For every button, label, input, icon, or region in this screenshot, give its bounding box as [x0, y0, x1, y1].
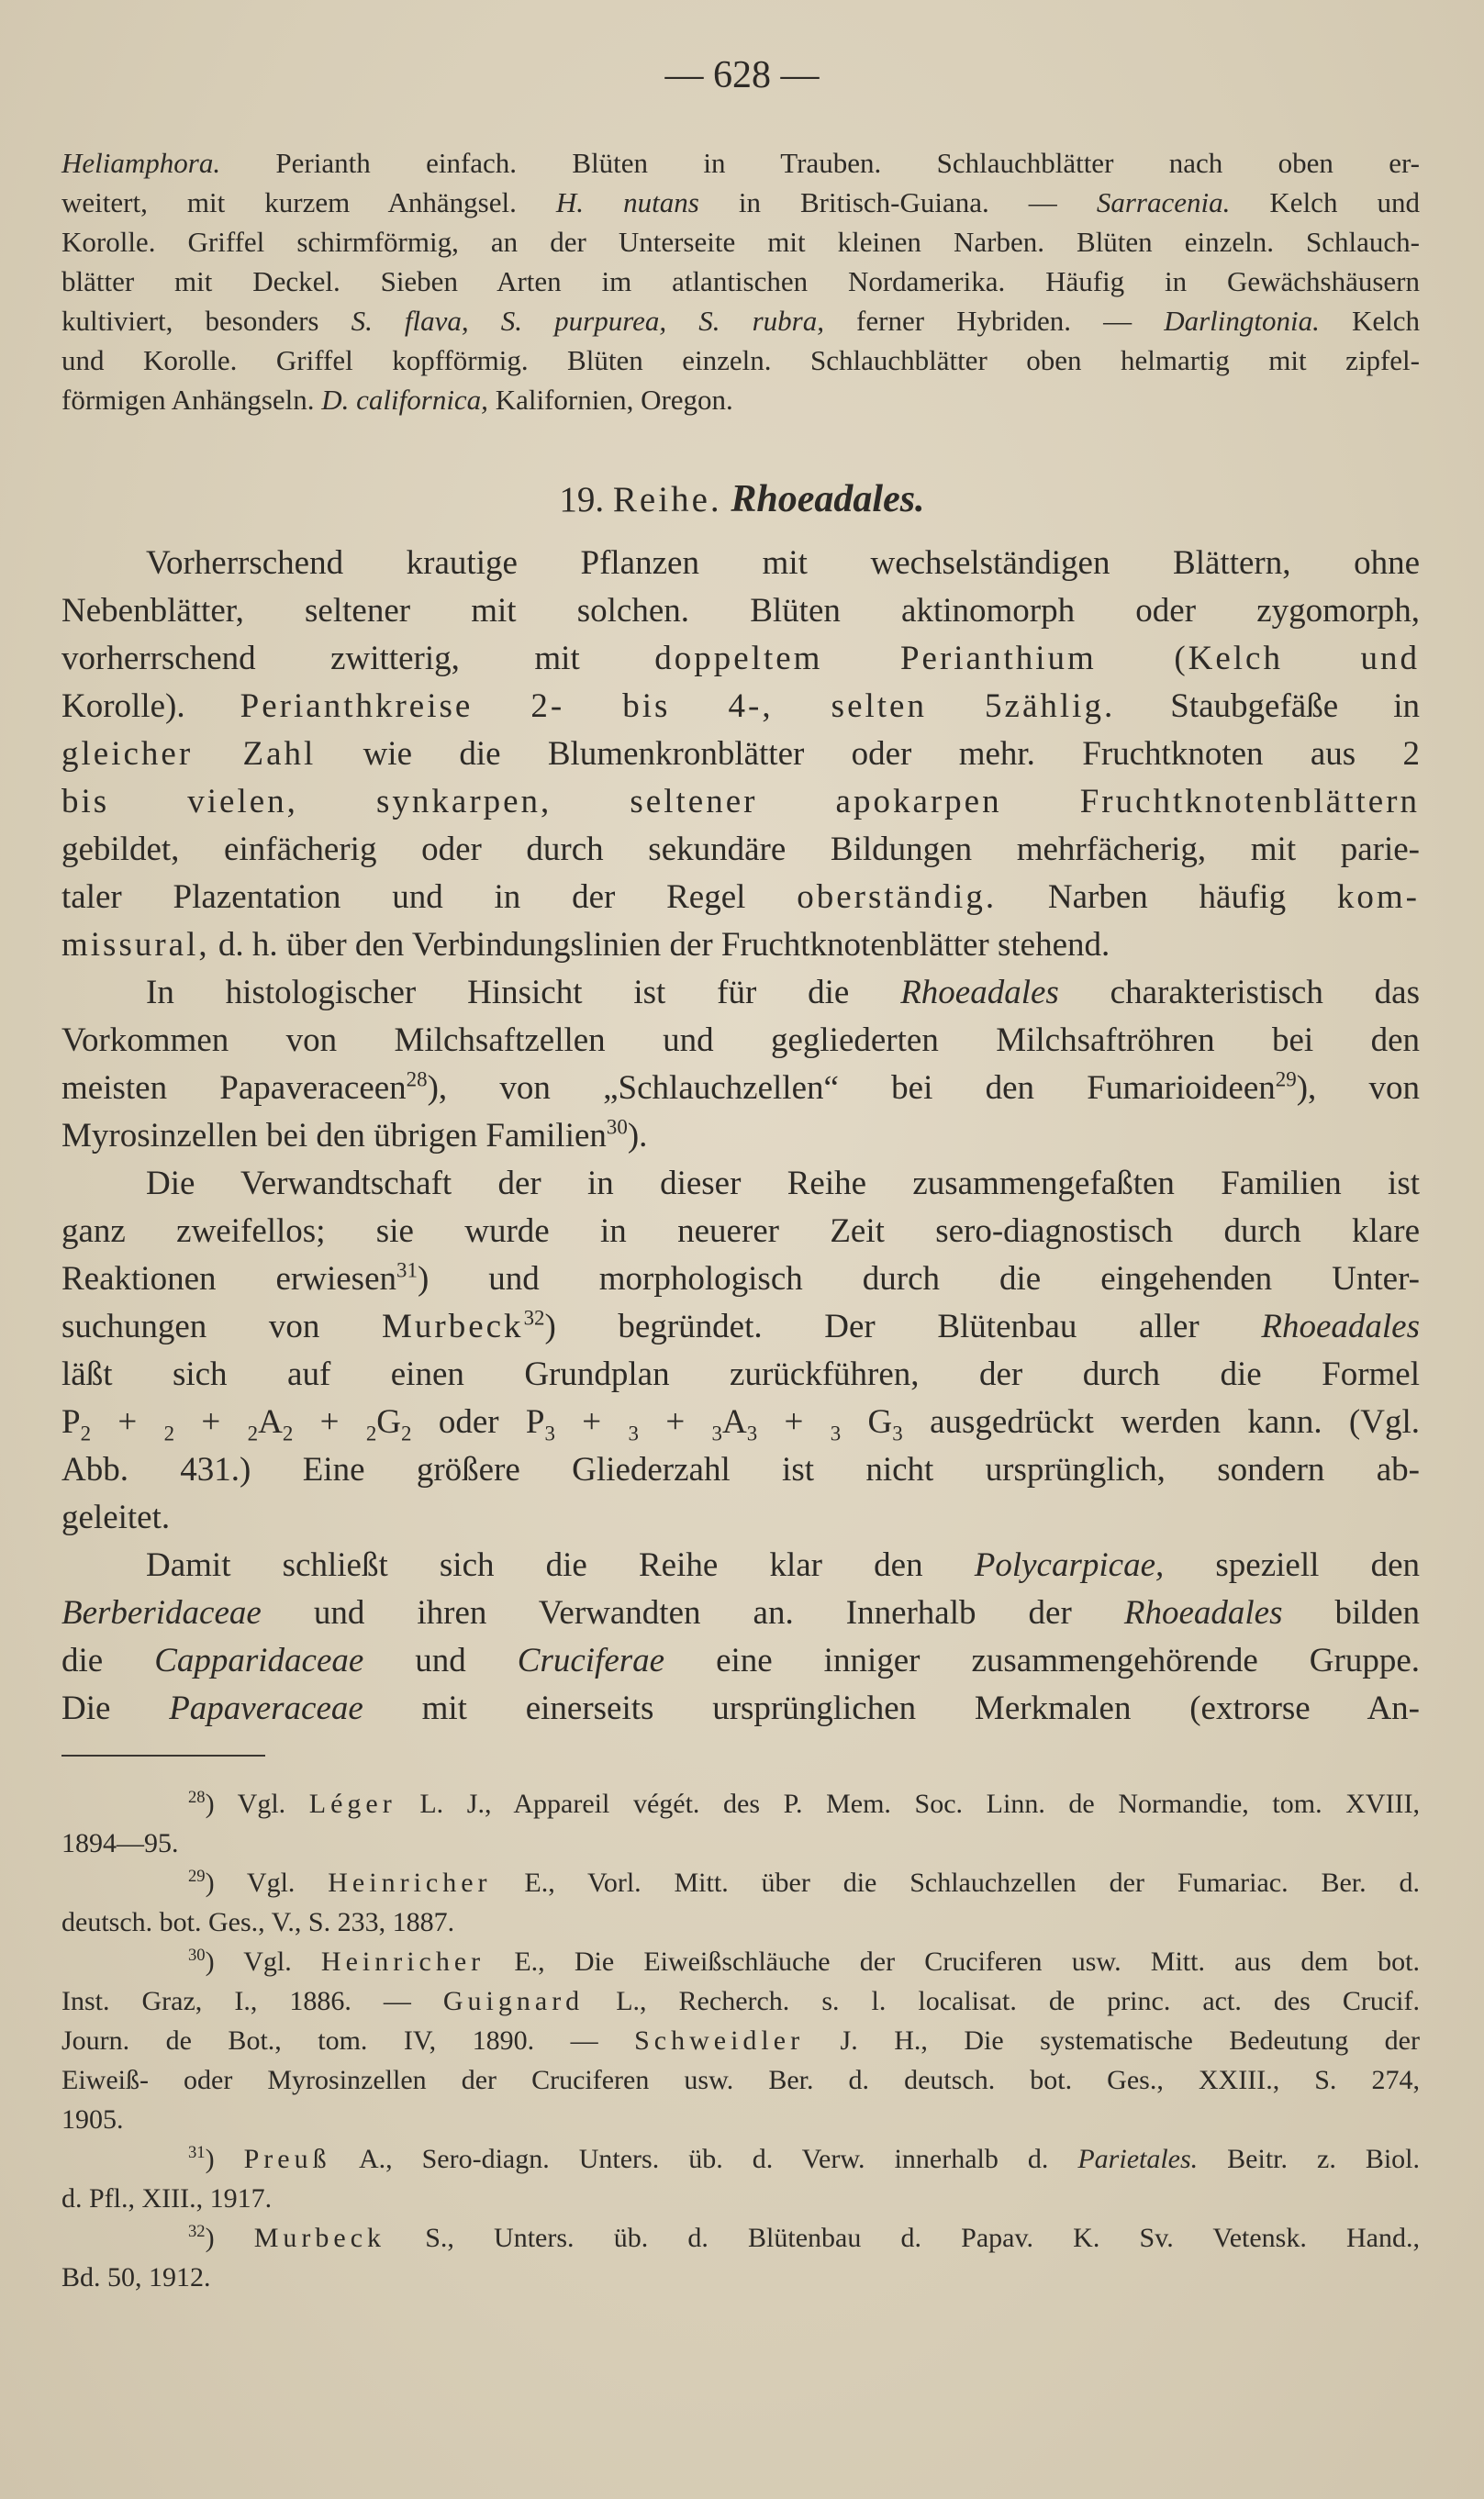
text-line: und Korolle. Griffel kopfförmig. Blüten einzeln. Schlauchblätter oben helmartig mit zipfel-: [61, 344, 1420, 376]
text-line: d. Pfl., XIII., 1917.: [61, 2183, 273, 2214]
text-line: läßt sich auf einen Grundplan zurückführen, der durch die Formel: [61, 1355, 1420, 1393]
footnote-31: [61, 2139, 1420, 2218]
footnote-ref[interactable]: 29: [1275, 1067, 1297, 1091]
text-line: meisten Papaveraceen$^{28}$), von „Schlauchzellen“ bei den Fumarioideen$^{29}$), von: [61, 1067, 1420, 1107]
text-line: $^{29}$) Vgl. Heinricher E., Vorl. Mitt. über die Schlauchzellen der Fumariac. Ber. d.: [188, 1867, 1420, 1898]
text-line: 1894—95.: [61, 1828, 179, 1858]
text-line: deutsch. bot. Ges., V., S. 233, 1887.: [61, 1907, 455, 1937]
text-line: Heliamphora. Perianth einfach. Blüten in Trauben. Schlauchblätter nach oben er-: [61, 147, 1420, 179]
text-line: Berberidaceae und ihren Verwandten an. Innerhalb der Rhoeadales bilden: [61, 1594, 1420, 1632]
formula-line: $P_2 + _2 + _2A_2 + _2G_2$ oder $P_3 + _3 + _3A_3 + _3$ $G_3$ ausgedrückt werden kann. (Vgl.: [61, 1403, 1420, 1445]
heading-title: Rhoeadales.: [731, 478, 925, 520]
text-line: Die Verwandtschaft der in dieser Reihe zusammengefaßten Familien ist: [146, 1165, 1420, 1202]
main-body: [61, 540, 1420, 1733]
text-line: weitert, mit kurzem Anhängsel. H. nutans in Britisch-Guiana. — Sarracenia. Kelch und: [61, 186, 1420, 218]
text-line: ganz zweifellos; sie wurde in neuerer Zeit sero-diagnostisch durch klare: [61, 1212, 1420, 1250]
text-line: 1905.: [61, 2104, 124, 2135]
text-line: Abb. 431.) Eine größere Gliederzahl ist nicht ursprünglich, sondern ab-: [61, 1451, 1420, 1489]
text-line: missural, d. h. über den Verbindungslinien der Fruchtknotenblätter stehend.: [61, 926, 1110, 964]
footnote-ref[interactable]: 30: [606, 1115, 628, 1139]
page-number: — 628 —: [664, 54, 820, 96]
text-line: $^{30}$) Vgl. Heinricher E., Die Eiweißschläuche der Cruciferen usw. Mitt. aus dem bot.: [188, 1946, 1420, 1977]
text-line: geleitet.: [61, 1499, 171, 1536]
text-line: Korolle). Perianthkreise 2- bis 4-, selten 5zählig. Staubgefäße in: [61, 687, 1420, 725]
text-line: vorherrschend zwitterig, mit doppeltem Perianthium (Kelch und: [61, 640, 1420, 677]
text-line: gebildet, einfächerig oder durch sekundäre Bildungen mehrfächerig, mit parie-: [61, 831, 1420, 868]
text-line: $^{32}$) Murbeck S., Unters. üb. d. Blütenbau d. Papav. K. Sv. Vetensk. Hand.,: [188, 2222, 1420, 2253]
paragraph-2: [61, 969, 1420, 1160]
text-line: taler Plazentation und in der Regel oberständig. Narben häufig kom-: [61, 878, 1420, 916]
text-line: förmigen Anhängseln. D. californica, Kalifornien, Oregon.: [61, 384, 733, 416]
text-line: Reaktionen erwiesen$^{31}$) und morphologisch durch die eingehenden Unter-: [61, 1258, 1420, 1298]
text-line: Vorherrschend krautige Pflanzen mit wechselständigen Blättern, ohne: [146, 544, 1420, 582]
text-line: Myrosinzellen bei den übrigen Familien$^{30}$).: [61, 1115, 648, 1155]
text-line: suchungen von Murbeck$^{32}$) begründet. Der Blütenbau aller Rhoeadales: [61, 1306, 1420, 1345]
footnote-29: [61, 1863, 1420, 1942]
footnote-32: [61, 2218, 1420, 2297]
footnote-ref[interactable]: 31: [396, 1258, 418, 1282]
text-line: Damit schließt sich die Reihe klar den Polycarpicae, speziell den: [146, 1546, 1420, 1584]
text-line: Bd. 50, 1912.: [61, 2262, 211, 2293]
footnote-28: [61, 1784, 1420, 1863]
top-paragraph: [61, 143, 1420, 419]
footnote-rule: [61, 1755, 265, 1757]
text-line: Vorkommen von Milchsaftzellen und gegliederten Milchsaftröhren bei den: [61, 1021, 1420, 1059]
text-line: $^{31}$) Preuß A., Sero-diagn. Unters. üb. d. Verw. innerhalb d. Parietales. Beitr. z. Biol.: [188, 2143, 1421, 2174]
text-line: Korolle. Griffel schirmförmig, an der Unterseite mit kleinen Narben. Blüten einzeln. Schlauch-: [61, 226, 1420, 258]
text-line: Eiweiß- oder Myrosinzellen der Cruciferen usw. Ber. d. deutsch. bot. Ges., XXIII., S. 274,: [61, 2065, 1420, 2095]
heading-number: 19.: [559, 480, 605, 519]
footnote-30: [61, 1942, 1420, 2139]
text-line: blätter mit Deckel. Sieben Arten im atlantischen Nordamerika. Häufig in Gewächshäusern: [61, 265, 1420, 297]
text-line: In histologischer Hinsicht ist für die Rhoeadales charakteristisch das: [146, 974, 1421, 1011]
text-line: kultiviert, besonders S. flava, S. purpurea, S. rubra, ferner Hybriden. — Darlingtonia. Kelch: [61, 305, 1420, 337]
text-line: Inst. Graz, I., 1886. — Guignard L., Recherch. s. l. localisat. de princ. act. des Crucif.: [61, 1986, 1420, 2016]
paragraph-3: [61, 1160, 1420, 1542]
paragraph-4: [61, 1542, 1420, 1733]
text-line: Die Papaveraceae mit einerseits ursprünglichen Merkmalen (extrorse An-: [61, 1690, 1420, 1727]
heading-label: Reihe.: [612, 480, 722, 519]
footnote-ref[interactable]: 28: [406, 1067, 428, 1091]
text-line: bis vielen, synkarpen, seltener apokarpen Fruchtknotenblättern: [61, 783, 1420, 820]
text-line: Journ. de Bot., tom. IV, 1890. — Schweidler J. H., Die systematische Bedeutung der: [61, 2025, 1420, 2056]
text-line: Nebenblätter, seltener mit solchen. Blüten aktinomorph oder zygomorph,: [61, 592, 1420, 630]
footnotes: [61, 1784, 1420, 2297]
paragraph-1: [61, 540, 1420, 969]
text-line: gleicher Zahl wie die Blumenkronblätter oder mehr. Fruchtknoten aus 2: [61, 735, 1420, 773]
text-line: die Capparidaceae und Cruciferae eine inniger zusammengehörende Gruppe.: [61, 1642, 1420, 1679]
section-heading: [0, 477, 1484, 521]
footnote-ref[interactable]: 32: [523, 1306, 545, 1330]
text-line: $^{28}$) Vgl. Léger L. J., Appareil végét. des P. Mem. Soc. Linn. de Normandie, tom. XVIII,: [188, 1788, 1420, 1819]
